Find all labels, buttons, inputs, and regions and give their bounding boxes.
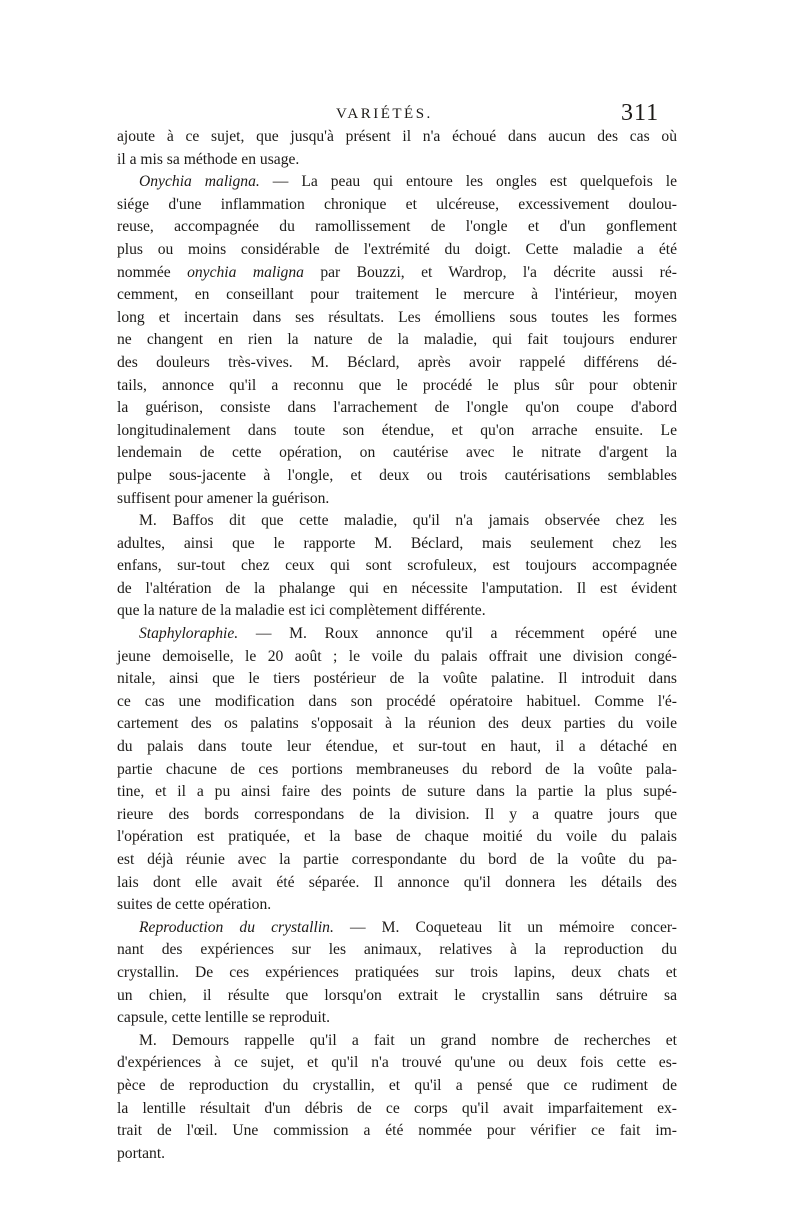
line-text: capsule, cette lentille se reproduit. [117, 1009, 331, 1027]
text-line [117, 284, 677, 307]
line-text: plus ou moins considérable de l'extrémité du doigt. Cette maladie a été [117, 240, 677, 258]
text-line [117, 781, 677, 804]
body-text [117, 126, 677, 1165]
text-line [117, 962, 677, 985]
text-line [117, 194, 677, 217]
line-text: — La peau qui entoure les ongles est quelquefois le [259, 173, 677, 191]
line-text: par Bouzzi, et Wardrop, l'a décrite aussi ré- [303, 263, 677, 281]
text-line [117, 1030, 677, 1053]
text-line [117, 307, 677, 330]
text-line [117, 442, 677, 465]
text-line [117, 420, 677, 443]
line-text: trait de l'œil. Une commission a été nommée pour vérifier ce fait im- [117, 1122, 677, 1140]
text-line [117, 262, 677, 285]
text-line [117, 1052, 677, 1075]
line-text: des douleurs très-vives. M. Béclard, après avoir rappelé différens dé- [117, 353, 677, 371]
running-head: VARIÉTÉS. [336, 106, 433, 122]
line-text: siége d'une inflammation chronique et ulcéreuse, excessivement doulou- [117, 195, 677, 213]
text-line [117, 917, 677, 940]
text-line [117, 1007, 677, 1030]
text-line [117, 329, 677, 352]
line-text: — M. Roux annonce qu'il a récemment opéré une [238, 625, 677, 643]
line-text: ce cas une modification dans son procédé opératoire habituel. Comme l'é- [117, 692, 677, 710]
line-text: nommée [117, 263, 188, 281]
section-lead: Onychia maligna. [139, 173, 260, 191]
text-line [117, 397, 677, 420]
text-line [117, 1098, 677, 1121]
text-line [117, 578, 677, 601]
line-text: l'opération est pratiquée, et la base de chaque moitié du voile du palais [117, 828, 677, 846]
line-text: cartement des os palatins s'opposait à la réunion des deux parties du voile [117, 715, 677, 733]
line-text: tails, annonce qu'il a reconnu que le procédé le plus sûr pour obtenir [117, 376, 677, 394]
line-text: reuse, accompagnée du ramollissement de l'ongle et d'un gonflement [117, 218, 677, 236]
text-line [117, 126, 677, 149]
line-text: ajoute à ce sujet, que jusqu'à présent il n'a échoué dans aucun des cas où [117, 128, 677, 145]
line-text: adultes, ainsi que le rapporte M. Béclard, mais seulement chez les [117, 534, 677, 552]
page-number: 311 [621, 100, 660, 126]
text-line [117, 713, 677, 736]
text-line [117, 668, 677, 691]
line-text: pulpe sous-jacente à l'ongle, et deux ou trois cautérisations semblables [117, 466, 677, 484]
text-line [117, 872, 677, 895]
text-line [117, 646, 677, 669]
line-text: lais dont elle avait été séparée. Il annonce qu'il donnera les détails des [117, 873, 677, 891]
line-text: de l'altération de la phalange qui en nécessite l'amputation. Il est évident [117, 579, 677, 597]
text-line [117, 894, 677, 917]
line-text: M. Demours rappelle qu'il a fait un grand nombre de recherches et [139, 1031, 677, 1049]
text-line [117, 849, 677, 872]
text-line [117, 691, 677, 714]
text-line [117, 171, 677, 194]
line-text: suffisent pour amener la guérison. [117, 489, 330, 507]
line-text: du palais dans toute leur étendue, et sur-tout en haut, il a détaché en [117, 738, 677, 756]
text-line [117, 465, 677, 488]
text-line [117, 826, 677, 849]
section-lead: Reproduction du crystallin. [139, 918, 334, 936]
line-text: nitale, ainsi que le tiers postérieur de la voûte palatine. Il introduit dans [117, 670, 677, 688]
line-text: M. Baffos dit que cette maladie, qu'il n'a jamais observée chez les [139, 512, 677, 530]
line-text: longitudinalement dans toute son étendue, et qu'on arrache ensuite. Le [117, 421, 677, 439]
line-text: la guérison, consiste dans l'arrachement de l'ongle qu'on coupe d'abord [117, 399, 677, 417]
line-text: long et incertain dans ses résultats. Les émolliens sous toutes les formes [117, 308, 677, 326]
line-text: jeune demoiselle, le 20 août ; le voile du palais offrait une division congé- [117, 647, 677, 665]
text-line [117, 985, 677, 1008]
line-text: la lentille résultait d'un débris de ce corps qu'il avait imparfaitement ex- [117, 1099, 677, 1117]
line-text: il a mis sa méthode en usage. [117, 150, 300, 168]
text-line [117, 759, 677, 782]
line-text: est déjà réunie avec la partie correspondante du bord de la voûte du pa- [117, 851, 677, 868]
line-text: cemment, en conseillant pour traitement le mercure à l'intérieur, moyen [117, 286, 677, 304]
line-text: que la nature de la maladie est ici complètement différente. [117, 602, 486, 620]
line-text: tine, et il a pu ainsi faire des points de suture dans la partie la plus supé- [117, 783, 677, 801]
section-lead: Staphyloraphie. [139, 625, 239, 643]
text-line [117, 488, 677, 511]
text-line [117, 555, 677, 578]
line-text: — M. Coqueteau lit un mémoire concer- [333, 918, 678, 936]
emphasis-text: onychia maligna [187, 263, 304, 281]
line-text: lendemain de cette opération, on cautérise avec le nitrate d'argent la [117, 444, 677, 462]
text-line [117, 804, 677, 827]
text-line [117, 1120, 677, 1143]
text-line [117, 352, 677, 375]
text-line [117, 216, 677, 239]
text-line [117, 939, 677, 962]
text-line [117, 533, 677, 556]
text-line [117, 510, 677, 533]
line-text: enfans, sur-tout chez ceux qui sont scrofuleux, est toujours accompagnée [117, 557, 677, 575]
line-text: un chien, il résulte que lorsqu'on extrait le crystallin sans détruire sa [117, 986, 677, 1004]
line-text: ne changent en rien la nature de la maladie, qui fait toujours endurer [117, 331, 677, 349]
text-line [117, 1075, 677, 1098]
line-text: rieure des bords correspondans de la division. Il y a quatre jours que [117, 805, 677, 823]
text-line [117, 736, 677, 759]
line-text: suites de cette opération. [117, 896, 272, 914]
line-text: crystallin. De ces expériences pratiquées sur trois lapins, deux chats et [117, 963, 677, 981]
line-text: pèce de reproduction du crystallin, et qu'il a pensé que ce rudiment de [117, 1076, 677, 1094]
text-line [117, 1143, 677, 1166]
text-line [117, 375, 677, 398]
text-line [117, 600, 677, 623]
text-line [117, 239, 677, 262]
line-text: portant. [117, 1144, 166, 1162]
line-text: d'expériences à ce sujet, et qu'il n'a trouvé qu'une ou deux fois cette es- [117, 1054, 677, 1072]
text-line [117, 149, 677, 172]
text-line [117, 623, 677, 646]
line-text: nant des expériences sur les animaux, relatives à la reproduction du [117, 941, 677, 959]
line-text: partie chacune de ces portions membraneuses du rebord de la voûte pala- [117, 760, 677, 778]
